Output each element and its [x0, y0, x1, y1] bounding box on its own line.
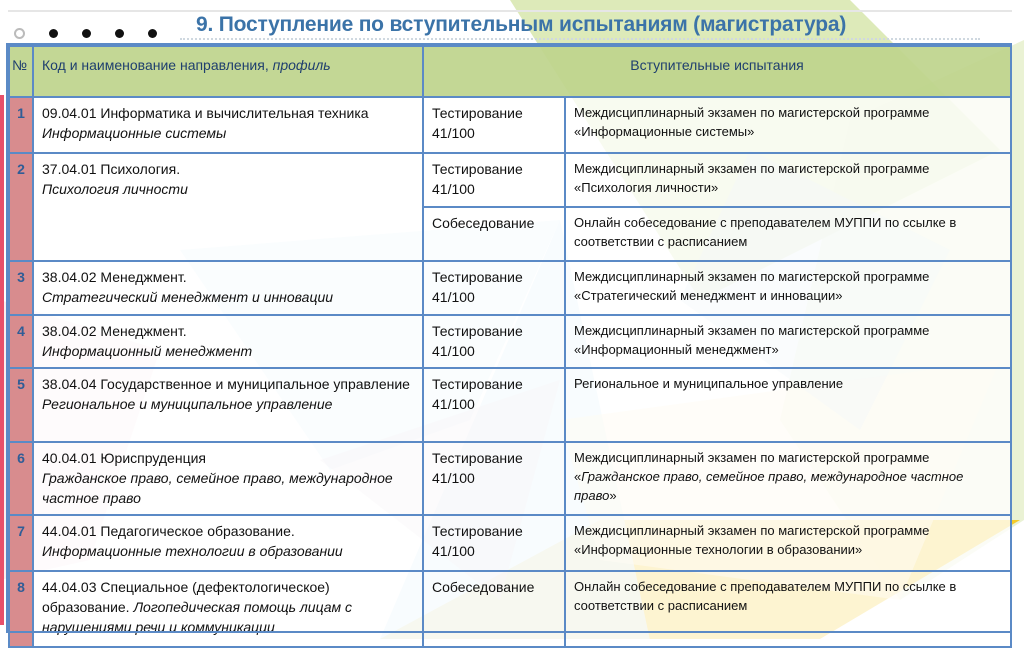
direction-profile: Информационные технологии в образовании [42, 543, 343, 559]
dot-outline-icon [14, 28, 25, 39]
exam-score: 41/100 [432, 396, 475, 412]
direction-profile: Региональное и муниципальное управление [42, 396, 333, 412]
direction-profile: Информационные системы [42, 125, 227, 141]
dot-icon [49, 29, 58, 38]
description-italic: Гражданское право, семейное право, международное частное право [574, 469, 964, 503]
direction-cell [33, 515, 423, 571]
exam-score: 41/100 [432, 181, 475, 197]
exam-type: Тестирование [432, 450, 523, 466]
page-title: 9. Поступление по вступительным испытаниям (магистратура) [196, 13, 847, 36]
exam-type: Собеседование [432, 215, 535, 231]
exam-score: 41/100 [432, 289, 475, 305]
exam-type-cell [423, 442, 565, 515]
header-number: № [9, 46, 33, 97]
exam-description [565, 442, 1011, 515]
exam-description [565, 368, 1011, 442]
description-text: Междисциплинарный экзамен по магистерской программе «Стратегический менеджмент и инновации» [574, 269, 930, 303]
direction-code: 44.04.01 Педагогическое образование. [42, 523, 295, 539]
row-number: 3 [9, 261, 33, 315]
dot-icon [148, 29, 157, 38]
direction-profile: Информационный менеджмент [42, 343, 253, 359]
exam-type-cell [423, 571, 565, 647]
direction-profile: Психология личности [42, 181, 188, 197]
row-number: 6 [9, 442, 33, 515]
exam-description [565, 207, 1011, 261]
direction-cell [33, 442, 423, 515]
direction-code: 37.04.01 Психология. [42, 161, 181, 177]
exam-type-cell [423, 515, 565, 571]
exam-type: Тестирование [432, 323, 523, 339]
description-text: Региональное и муниципальное управление [574, 376, 844, 391]
table-row [9, 97, 1011, 153]
table-row [9, 515, 1011, 571]
direction-code: 38.04.02 Менеджмент. [42, 323, 187, 339]
exam-type: Тестирование [432, 269, 523, 285]
table-row [9, 442, 1011, 515]
direction-code: 09.04.01 Информатика и вычислительная техника [42, 105, 369, 121]
direction-profile: Логопедическая помощь лицам с нарушениями речи и коммуникации [42, 599, 353, 635]
table-row [9, 368, 1011, 442]
exam-score: 41/100 [432, 125, 475, 141]
direction-cell [33, 261, 423, 315]
exam-type-cell [423, 368, 565, 442]
dot-icon [82, 29, 91, 38]
description-text: Междисциплинарный экзамен по магистерской программе «Информационный менеджмент» [574, 323, 930, 357]
description-text: Междисциплинарный экзамен по магистерской программе « [574, 450, 930, 484]
direction-cell [33, 97, 423, 153]
exam-type-cell [423, 207, 565, 261]
slide-dots [14, 28, 157, 39]
row-number: 2 [9, 153, 33, 261]
table-row [9, 315, 1011, 368]
description-text: Онлайн собеседование с преподавателем МУППИ по ссылке в соответствии с расписанием [574, 579, 957, 613]
exam-description [565, 153, 1011, 207]
exam-type-cell [423, 153, 565, 207]
direction-cell [33, 315, 423, 368]
table-row [9, 571, 1011, 647]
direction-cell [33, 368, 423, 442]
exam-type: Тестирование [432, 105, 523, 121]
top-divider [8, 10, 1012, 12]
exam-type-cell [423, 261, 565, 315]
dotted-divider [180, 38, 980, 40]
exam-type: Собеседование [432, 579, 535, 595]
admission-table [8, 45, 1012, 648]
exam-description [565, 261, 1011, 315]
row-number: 8 [9, 571, 33, 647]
left-accent-bar [0, 95, 4, 625]
exam-type-cell [423, 97, 565, 153]
direction-code: 38.04.04 Государственное и муниципальное управление [42, 376, 410, 392]
exam-description [565, 515, 1011, 571]
direction-code: 44.04.03 Специальное (дефектологическое) образование. [42, 579, 330, 615]
exam-score: 41/100 [432, 470, 475, 486]
exam-description [565, 315, 1011, 368]
row-number: 4 [9, 315, 33, 368]
header-exams: Вступительные испытания [423, 46, 1011, 97]
direction-profile: Стратегический менеджмент и инновации [42, 289, 334, 305]
direction-cell [33, 571, 423, 647]
exam-score: 41/100 [432, 343, 475, 359]
direction-cell [33, 153, 423, 261]
exam-type: Тестирование [432, 523, 523, 539]
header-profile-text: профиль [272, 57, 331, 73]
direction-profile: Гражданское право, семейное право, международное частное право [42, 470, 393, 506]
header-direction [33, 46, 423, 97]
table-header [9, 46, 1011, 97]
table-row [9, 261, 1011, 315]
exam-type-cell [423, 315, 565, 368]
exam-type: Тестирование [432, 376, 523, 392]
exam-score: 41/100 [432, 543, 475, 559]
exam-type: Тестирование [432, 161, 523, 177]
exam-description [565, 571, 1011, 647]
description-text: Междисциплинарный экзамен по магистерской программе «Информационные системы» [574, 105, 930, 139]
description-text: Междисциплинарный экзамен по магистерской программе «Информационные технологии в образовании» [574, 523, 930, 557]
header-direction-text: Код и наименование направления, [42, 57, 269, 73]
table-row [9, 153, 1011, 207]
direction-code: 38.04.02 Менеджмент. [42, 269, 187, 285]
direction-code: 40.04.01 Юриспруденция [42, 450, 206, 466]
description-end: » [609, 488, 617, 503]
description-text: Междисциплинарный экзамен по магистерской программе «Психология личности» [574, 161, 930, 195]
row-number: 1 [9, 97, 33, 153]
dot-icon [115, 29, 124, 38]
row-number: 7 [9, 515, 33, 571]
row-number: 5 [9, 368, 33, 442]
exam-description [565, 97, 1011, 153]
description-text: Онлайн собеседование с преподавателем МУППИ по ссылке в соответствии с расписанием [574, 215, 957, 249]
